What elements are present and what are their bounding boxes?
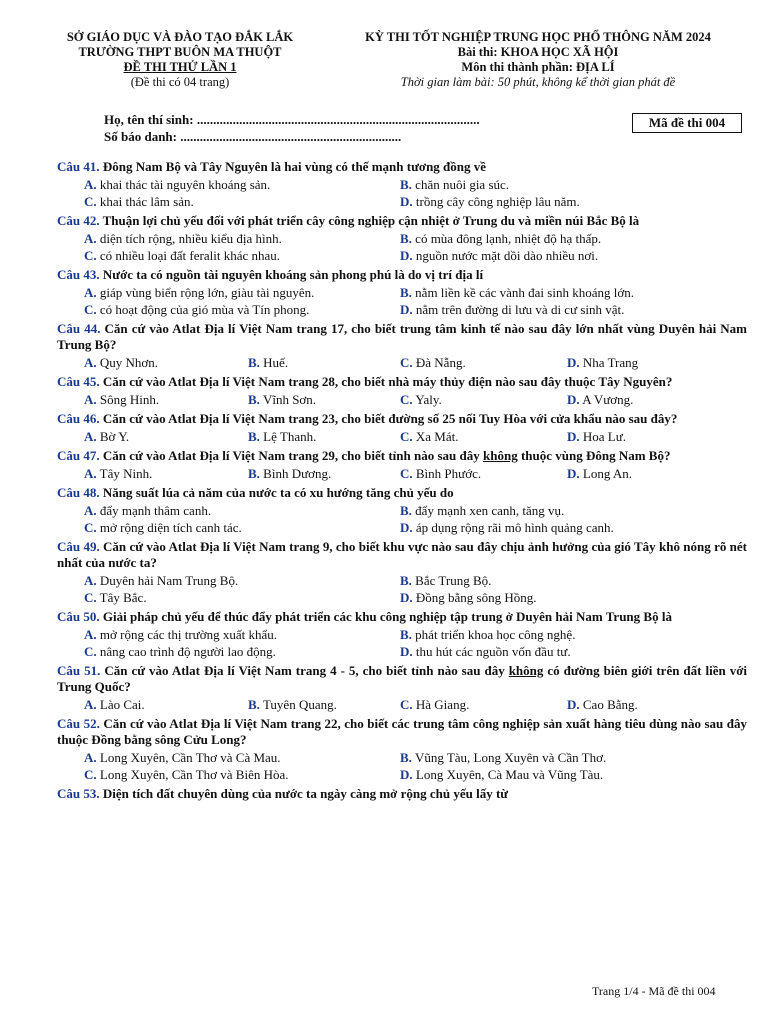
- question-emphasis: không: [483, 448, 518, 463]
- option-text: A Vương.: [582, 392, 634, 407]
- question-text: [57, 539, 747, 571]
- answer-option: [84, 503, 400, 520]
- option-text: Xa Mát.: [415, 429, 459, 444]
- exam-subject-group: Bài thi: KHOA HỌC XÃ HỘI: [457, 45, 619, 59]
- question-stem: Thuận lợi chủ yếu đối với phát triển cây công nghiệp cận nhiệt ở Trung du và miền núi Bắc Bộ là: [102, 213, 640, 228]
- answer-option: [84, 248, 400, 265]
- answer-option: [400, 392, 567, 409]
- question-stem: Đông Nam Bộ và Tây Nguyên là hai vùng có thế mạnh tương đồng về: [102, 159, 487, 174]
- options-grid: [57, 627, 747, 661]
- answer-option: [400, 503, 716, 520]
- option-text: áp dụng rộng rãi mô hình quảng canh.: [415, 520, 614, 535]
- option-letter: B.: [248, 355, 260, 370]
- option-text: Lào Cai.: [99, 697, 145, 712]
- options-row: [84, 750, 747, 767]
- option-text: đẩy mạnh thâm canh.: [99, 503, 212, 518]
- answer-option: [248, 466, 400, 483]
- option-letter: C.: [84, 520, 97, 535]
- question-block: [57, 321, 747, 372]
- question-stem-part: Căn cứ vào Atlat Địa lí Việt Nam trang 4 - 5, cho biết tỉnh nào sau đây: [104, 663, 509, 678]
- page-footer: Trang 1/4 - Mã đề thi 004: [592, 984, 716, 998]
- option-letter: A.: [84, 231, 97, 246]
- options-grid: [57, 750, 747, 784]
- question-number: Câu 45.: [57, 374, 100, 389]
- options-row: [57, 466, 747, 483]
- answer-option: [400, 248, 716, 265]
- question-text: [57, 213, 747, 229]
- answer-option: [400, 302, 716, 319]
- answer-option: [84, 194, 400, 211]
- question-block: [57, 159, 747, 211]
- exam-time: Thời gian làm bài: 50 phút, không kể thời gian phát đề: [400, 75, 676, 89]
- option-letter: B.: [400, 177, 412, 192]
- option-letter: D.: [400, 767, 413, 782]
- option-letter: D.: [400, 520, 413, 535]
- page-count-note: (Đề thi có 04 trang): [130, 75, 230, 89]
- answer-option: [248, 355, 400, 372]
- option-text: Cao Bằng.: [582, 697, 638, 712]
- question-stem: Căn cứ vào Atlat Địa lí Việt Nam trang 9, cho biết khu vực nào sau đây chịu ảnh hưởng của gió Tây khô nóng rõ nét nhất của nước ta?: [57, 539, 748, 570]
- option-letter: B.: [248, 392, 260, 407]
- question-stem-part: Căn cứ vào Atlat Địa lí Việt Nam trang 29, cho biết tỉnh nào sau đây: [102, 448, 483, 463]
- option-letter: C.: [84, 644, 97, 659]
- option-text: có nhiều loại đất feralit khác nhau.: [99, 248, 281, 263]
- question-number: Câu 44.: [57, 321, 101, 336]
- option-text: chăn nuôi gia súc.: [415, 177, 510, 192]
- option-text: Yaly.: [415, 392, 442, 407]
- candidate-id-field: Số báo danh: ....................................................................: [104, 129, 402, 144]
- exam-title: KỲ THI TỐT NGHIỆP TRUNG HỌC PHỔ THÔNG NĂM 2024: [365, 30, 711, 44]
- option-letter: A.: [84, 627, 97, 642]
- option-letter: A.: [84, 697, 97, 712]
- answer-option: [84, 355, 248, 372]
- option-text: Quy Nhơn.: [99, 355, 159, 370]
- options-row: [84, 644, 747, 661]
- question-block: [57, 663, 747, 714]
- answer-option: [567, 429, 626, 446]
- option-text: Bình Phước.: [415, 466, 482, 481]
- options-row: [84, 573, 747, 590]
- answer-option: [400, 644, 716, 661]
- option-letter: D.: [567, 392, 580, 407]
- question-text: [57, 716, 747, 748]
- option-letter: D.: [567, 355, 580, 370]
- answer-option: [567, 697, 638, 714]
- answer-option: [84, 573, 400, 590]
- answer-option: [84, 520, 400, 537]
- exam-round: ĐỀ THI THỬ LẦN 1: [123, 60, 237, 74]
- question-text: [57, 411, 747, 427]
- question-text: [57, 663, 747, 695]
- question-stem: Căn cứ vào Atlat Địa lí Việt Nam trang 28, cho biết nhà máy thủy điện nào sau đây thuộc Tây Nguyên?: [102, 374, 673, 389]
- option-letter: B.: [248, 697, 260, 712]
- option-text: Vũng Tàu, Long Xuyên và Cần Thơ.: [414, 750, 607, 765]
- answer-option: [400, 520, 716, 537]
- answer-option: [400, 466, 567, 483]
- answer-option: [400, 767, 716, 784]
- answer-option: [84, 392, 248, 409]
- options-row: [84, 302, 747, 319]
- answer-option: [84, 177, 400, 194]
- option-letter: C.: [400, 355, 413, 370]
- option-letter: C.: [400, 392, 413, 407]
- option-text: Bờ Y.: [99, 429, 130, 444]
- answer-option: [84, 285, 400, 302]
- option-text: Nha Trang: [582, 355, 639, 370]
- options-grid: [57, 285, 747, 319]
- option-text: có mùa đông lạnh, nhiệt độ hạ thấp.: [415, 231, 602, 246]
- question-text: [57, 374, 747, 390]
- option-text: Hà Giang.: [415, 697, 470, 712]
- question-block: [57, 411, 747, 446]
- question-stem: Năng suất lúa cả năm của nước ta có xu hướng tăng chủ yếu do: [102, 485, 454, 500]
- option-letter: D.: [400, 644, 413, 659]
- question-block: [57, 267, 747, 319]
- option-text: Vĩnh Sơn.: [262, 392, 317, 407]
- header-left: [30, 30, 330, 90]
- option-letter: A.: [84, 573, 97, 588]
- answer-option: [84, 231, 400, 248]
- option-text: trồng cây công nghiệp lâu năm.: [415, 194, 580, 209]
- option-letter: B.: [400, 573, 412, 588]
- option-letter: C.: [84, 590, 97, 605]
- question-number: Câu 46.: [57, 411, 100, 426]
- question-stem: Nước ta có nguồn tài nguyên khoáng sản phong phú là do vị trí địa lí: [102, 267, 484, 282]
- question-number: Câu 48.: [57, 485, 100, 500]
- option-letter: D.: [400, 194, 413, 209]
- option-text: Duyên hải Nam Trung Bộ.: [99, 573, 239, 588]
- option-text: nằm trên đường di lưu và di cư sinh vật.: [415, 302, 625, 317]
- question-block: [57, 448, 747, 483]
- option-text: Đà Nẵng.: [415, 355, 466, 370]
- option-letter: A.: [84, 355, 97, 370]
- options-row: [84, 177, 747, 194]
- option-letter: B.: [400, 627, 412, 642]
- option-letter: D.: [567, 466, 580, 481]
- answer-option: [248, 429, 400, 446]
- question-number: Câu 43.: [57, 267, 100, 282]
- question-number: Câu 51.: [57, 663, 101, 678]
- options-grid: [57, 503, 747, 537]
- question-number: Câu 41.: [57, 159, 100, 174]
- question-block: [57, 539, 747, 607]
- answer-option: [84, 697, 248, 714]
- option-text: nằm liền kề các vành đai sinh khoáng lớn.: [415, 285, 634, 300]
- option-letter: B.: [400, 750, 412, 765]
- department-name: SỞ GIÁO DỤC VÀ ĐÀO TẠO ĐẮK LẮK: [66, 30, 294, 44]
- question-number: Câu 42.: [57, 213, 100, 228]
- answer-option: [84, 750, 400, 767]
- option-letter: A.: [84, 466, 97, 481]
- option-letter: C.: [400, 466, 413, 481]
- option-text: Lệ Thanh.: [263, 429, 317, 444]
- options-grid: [57, 177, 747, 211]
- option-text: khai thác lâm sản.: [99, 194, 194, 209]
- option-text: Sông Hinh.: [99, 392, 160, 407]
- school-name: TRƯỜNG THPT BUÔN MA THUỘT: [78, 45, 282, 59]
- question-text: [57, 786, 747, 802]
- answer-option: [567, 466, 632, 483]
- option-letter: B.: [248, 466, 260, 481]
- question-stem: Căn cứ vào Atlat Địa lí Việt Nam trang 22, cho biết các trung tâm công nghiệp sản xuất hàng tiêu dùng nào sau đây thuộc Đồng bằng sông Cửu Long?: [57, 716, 748, 747]
- option-text: Long Xuyên, Cà Mau và Vũng Tàu.: [415, 767, 604, 782]
- option-text: phát triển khoa học công nghệ.: [415, 627, 576, 642]
- answer-option: [400, 231, 716, 248]
- question-text: [57, 448, 747, 464]
- option-letter: C.: [84, 248, 97, 263]
- option-text: Bình Dương.: [263, 466, 332, 481]
- options-row: [84, 248, 747, 265]
- question-text: [57, 267, 747, 283]
- answer-option: [248, 697, 400, 714]
- answer-option: [400, 429, 567, 446]
- option-letter: A.: [84, 503, 97, 518]
- question-text: [57, 485, 747, 501]
- answer-option: [84, 429, 248, 446]
- answer-option: [84, 644, 400, 661]
- answer-option: [400, 177, 716, 194]
- answer-option: [400, 194, 716, 211]
- option-text: Huế.: [263, 355, 289, 370]
- question-text: [57, 159, 747, 175]
- options-row: [57, 429, 747, 446]
- question-number: Câu 50.: [57, 609, 100, 624]
- question-text: [57, 609, 747, 625]
- option-letter: A.: [84, 429, 97, 444]
- options-row: [57, 392, 747, 409]
- answer-option: [400, 697, 567, 714]
- option-letter: D.: [567, 697, 580, 712]
- question-number: Câu 52.: [57, 716, 100, 731]
- options-row: [57, 697, 747, 714]
- answer-option: [248, 392, 400, 409]
- question-emphasis: không: [508, 663, 544, 678]
- option-letter: D.: [400, 590, 413, 605]
- options-row: [84, 520, 747, 537]
- option-letter: C.: [84, 767, 97, 782]
- option-letter: A.: [84, 285, 97, 300]
- options-row: [84, 503, 747, 520]
- answer-option: [400, 627, 716, 644]
- header-right: [318, 30, 758, 90]
- option-letter: A.: [84, 177, 97, 192]
- answer-option: [400, 590, 716, 607]
- option-text: khai thác tài nguyên khoáng sản.: [99, 177, 271, 192]
- option-text: Tây Ninh.: [99, 466, 153, 481]
- answer-option: [84, 590, 400, 607]
- option-text: nguồn nước mặt dồi dào nhiều nơi.: [415, 248, 599, 263]
- option-text: mở rộng diện tích canh tác.: [99, 520, 242, 535]
- question-list: [57, 159, 747, 804]
- answer-option: [84, 767, 400, 784]
- option-text: thu hút các nguồn vốn đầu tư.: [415, 644, 571, 659]
- option-letter: A.: [84, 392, 97, 407]
- question-block: [57, 213, 747, 265]
- option-letter: C.: [400, 697, 413, 712]
- option-text: Hoa Lư.: [582, 429, 627, 444]
- option-text: Long Xuyên, Cần Thơ và Cà Mau.: [99, 750, 281, 765]
- options-row: [84, 285, 747, 302]
- options-grid: [57, 231, 747, 265]
- options-row: [84, 194, 747, 211]
- question-stem: Căn cứ vào Atlat Địa lí Việt Nam trang 23, cho biết đường số 25 nối Tuy Hòa với cửa khẩu nào sau đây?: [102, 411, 678, 426]
- question-stem: Diện tích đất chuyên dùng của nước ta ngày càng mở rộng chủ yếu lấy từ: [102, 786, 509, 801]
- option-letter: D.: [567, 429, 580, 444]
- question-stem-part: có đường biên giới trên đất liền với Trung Quốc?: [57, 663, 748, 694]
- option-text: Long Xuyên, Cần Thơ và Biên Hòa.: [99, 767, 289, 782]
- answer-option: [400, 750, 716, 767]
- option-text: Bắc Trung Bộ.: [415, 573, 492, 588]
- option-letter: B.: [400, 285, 412, 300]
- candidate-name-field: Họ, tên thí sinh: .......................................................................................: [104, 112, 480, 127]
- option-letter: D.: [400, 248, 413, 263]
- option-text: Tây Bắc.: [99, 590, 147, 605]
- answer-option: [567, 392, 633, 409]
- option-letter: C.: [84, 194, 97, 209]
- question-block: [57, 485, 747, 537]
- option-text: đẩy mạnh xen canh, tăng vụ.: [415, 503, 565, 518]
- answer-option: [400, 285, 716, 302]
- options-row: [84, 627, 747, 644]
- options-row: [57, 355, 747, 372]
- question-stem: Căn cứ vào Atlat Địa lí Việt Nam trang 17, cho biết trung tâm kinh tế nào sau đây lớn nhất vùng Duyên hải Nam Trung Bộ?: [57, 321, 748, 352]
- question-block: [57, 786, 747, 802]
- question-number: Câu 47.: [57, 448, 100, 463]
- option-letter: C.: [400, 429, 413, 444]
- candidate-info: [104, 111, 480, 145]
- exam-subject: Môn thi thành phần: ĐỊA LÍ: [461, 60, 615, 74]
- question-stem-part: thuộc vùng Đông Nam Bộ?: [517, 448, 671, 463]
- option-text: Tuyên Quang.: [262, 697, 337, 712]
- answer-option: [400, 573, 716, 590]
- option-text: có hoạt động của gió mùa và Tín phong.: [99, 302, 310, 317]
- answer-option: [84, 302, 400, 319]
- option-text: Đồng bằng sông Hồng.: [415, 590, 537, 605]
- question-stem: Giải pháp chủ yếu để thúc đẩy phát triển các khu công nghiệp tập trung ở Duyên hải Nam Trung Bộ là: [102, 609, 672, 624]
- option-text: nâng cao trình độ người lao động.: [99, 644, 276, 659]
- options-row: [84, 767, 747, 784]
- options-row: [84, 590, 747, 607]
- question-number: Câu 53.: [57, 786, 100, 801]
- option-letter: C.: [84, 302, 97, 317]
- option-letter: A.: [84, 750, 97, 765]
- option-text: mở rộng các thị trường xuất khẩu.: [99, 627, 278, 642]
- option-letter: B.: [400, 231, 412, 246]
- exam-code-box: Mã đề thi 004: [632, 113, 742, 133]
- answer-option: [84, 466, 248, 483]
- question-number: Câu 49.: [57, 539, 100, 554]
- option-text: diện tích rộng, nhiều kiểu địa hình.: [99, 231, 282, 246]
- options-grid: [57, 573, 747, 607]
- answer-option: [567, 355, 638, 372]
- question-text: [57, 321, 747, 353]
- question-block: [57, 374, 747, 409]
- option-letter: B.: [400, 503, 412, 518]
- options-row: [84, 231, 747, 248]
- option-text: giáp vùng biển rộng lớn, giàu tài nguyên.: [99, 285, 315, 300]
- question-block: [57, 609, 747, 661]
- answer-option: [84, 627, 400, 644]
- answer-option: [400, 355, 567, 372]
- question-block: [57, 716, 747, 784]
- option-text: Long An.: [582, 466, 633, 481]
- option-letter: D.: [400, 302, 413, 317]
- option-letter: B.: [248, 429, 260, 444]
